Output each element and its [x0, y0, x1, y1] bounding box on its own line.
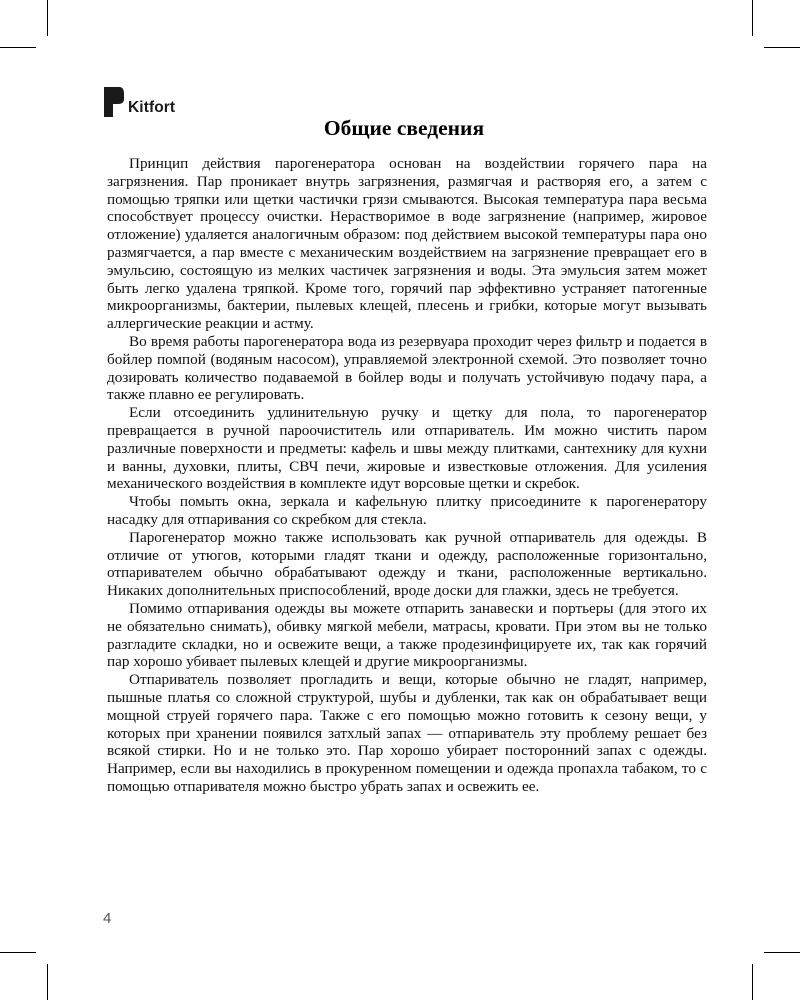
kitfort-logo-icon [103, 86, 125, 118]
brand-name: Kitfort [128, 99, 176, 116]
brand-logo [103, 86, 175, 118]
paragraph: Чтобы помыть окна, зеркала и кафельную плитку присоедините к парогенератору насадку для отпаривания со скребком для стекла. [107, 493, 707, 528]
crop-mark-left-bottom [0, 952, 36, 953]
crop-mark-right-top [764, 47, 800, 48]
paragraph: Помимо отпаривания одежды вы можете отпарить занавески и портьеры (для этого их не обязательно снимать), обивку мягкой мебели, матрасы, кровати. При этом вы не только разгладите складки, но и освежите вещи, а также продезинфицируете их, так как горячий пар хорошо убивает пылевых клещей и другие микроорганизмы. [107, 599, 707, 671]
crop-mark-left-top [0, 47, 36, 48]
paragraph: Если отсоединить удлинительную ручку и щетку для пола, то парогенератор превращается в ручной пароочиститель или отпариватель. Им можно чистить паром различные поверхности и предметы: кафель и швы между плитками, сантехнику для кухни и ванны, духовки, плиты, СВЧ печи, жировые и известковые отложения. Для усиления механического воздействия в комплекте идут ворсовые щетки и скребок. [107, 404, 707, 493]
paragraph: Парогенератор можно также использовать как ручной отпариватель для одежды. В отличие от утюгов, которыми гладят ткани и одежду, расположенные горизонтально, отпаривателем обычно обрабатывают одежду и ткани, расположенные вертикально. Никаких дополнительных приспособлений, вроде доски для глажки, здесь не требуется. [107, 528, 707, 600]
crop-mark-bottom-left [47, 964, 48, 1000]
crop-mark-top-right [752, 0, 753, 36]
page-number: 4 [103, 910, 112, 927]
paragraph: Во время работы парогенератора вода из резервуара проходит через фильтр и подается в бойлер помпой (водяным насосом), управляемой электронной схемой. Это позволяет точно дозировать количество подаваемой в бойлер воды и получать устойчивую подачу пара, а также плавно ее регулировать. [107, 332, 707, 404]
article-body [107, 155, 707, 796]
paragraph: Отпариватель позволяет прогладить и вещи, которые обычно не гладят, например, пышные платья со сложной структурой, шубы и дубленки, так как он обрабатывает вещи мощной струей горячего пара. Также с его помощью можно готовить к сезону вещи, у которых при хранении появился затхлый запах — отпариватель эту проблему решает без всякой стирки. Но и не только это. Пар хорошо убирает посторонний запах с одежды. Например, если вы находились в прокуренном помещении и одежда пропахла табаком, то с помощью отпаривателя можно быстро убрать запах и освежить ее. [107, 671, 707, 795]
crop-mark-right-bottom [764, 952, 800, 953]
page-title: Общие сведения [323, 116, 485, 140]
crop-mark-top-left [47, 0, 48, 36]
paragraph: Принцип действия парогенератора основан на воздействии горячего пара на загрязнения. Пар проникает внутрь загрязнения, размягчая и растворяя его, а затем с помощью тряпки или щетки частички грязи смываются. Высокая температура пара весьма способствует процессу очистки. Нерастворимое в воде загрязнение (например, жировое отложение) удаляется аналогичным образом: под действием высокой температуры пара оно размягчается, а пар вместе с механическим воздействием на загрязнение превращает его в эмульсию, состоящую из мелких частичек загрязнения и воды. Эта эмульсия затем может быть легко удалена тряпкой. Кроме того, горячий пар эффективно устраняет патогенные микроорганизмы, бактерии, пылевых клещей, плесень и грибки, которые могут вызывать аллергические реакции и астму. [107, 155, 707, 333]
crop-mark-bottom-right [752, 964, 753, 1000]
